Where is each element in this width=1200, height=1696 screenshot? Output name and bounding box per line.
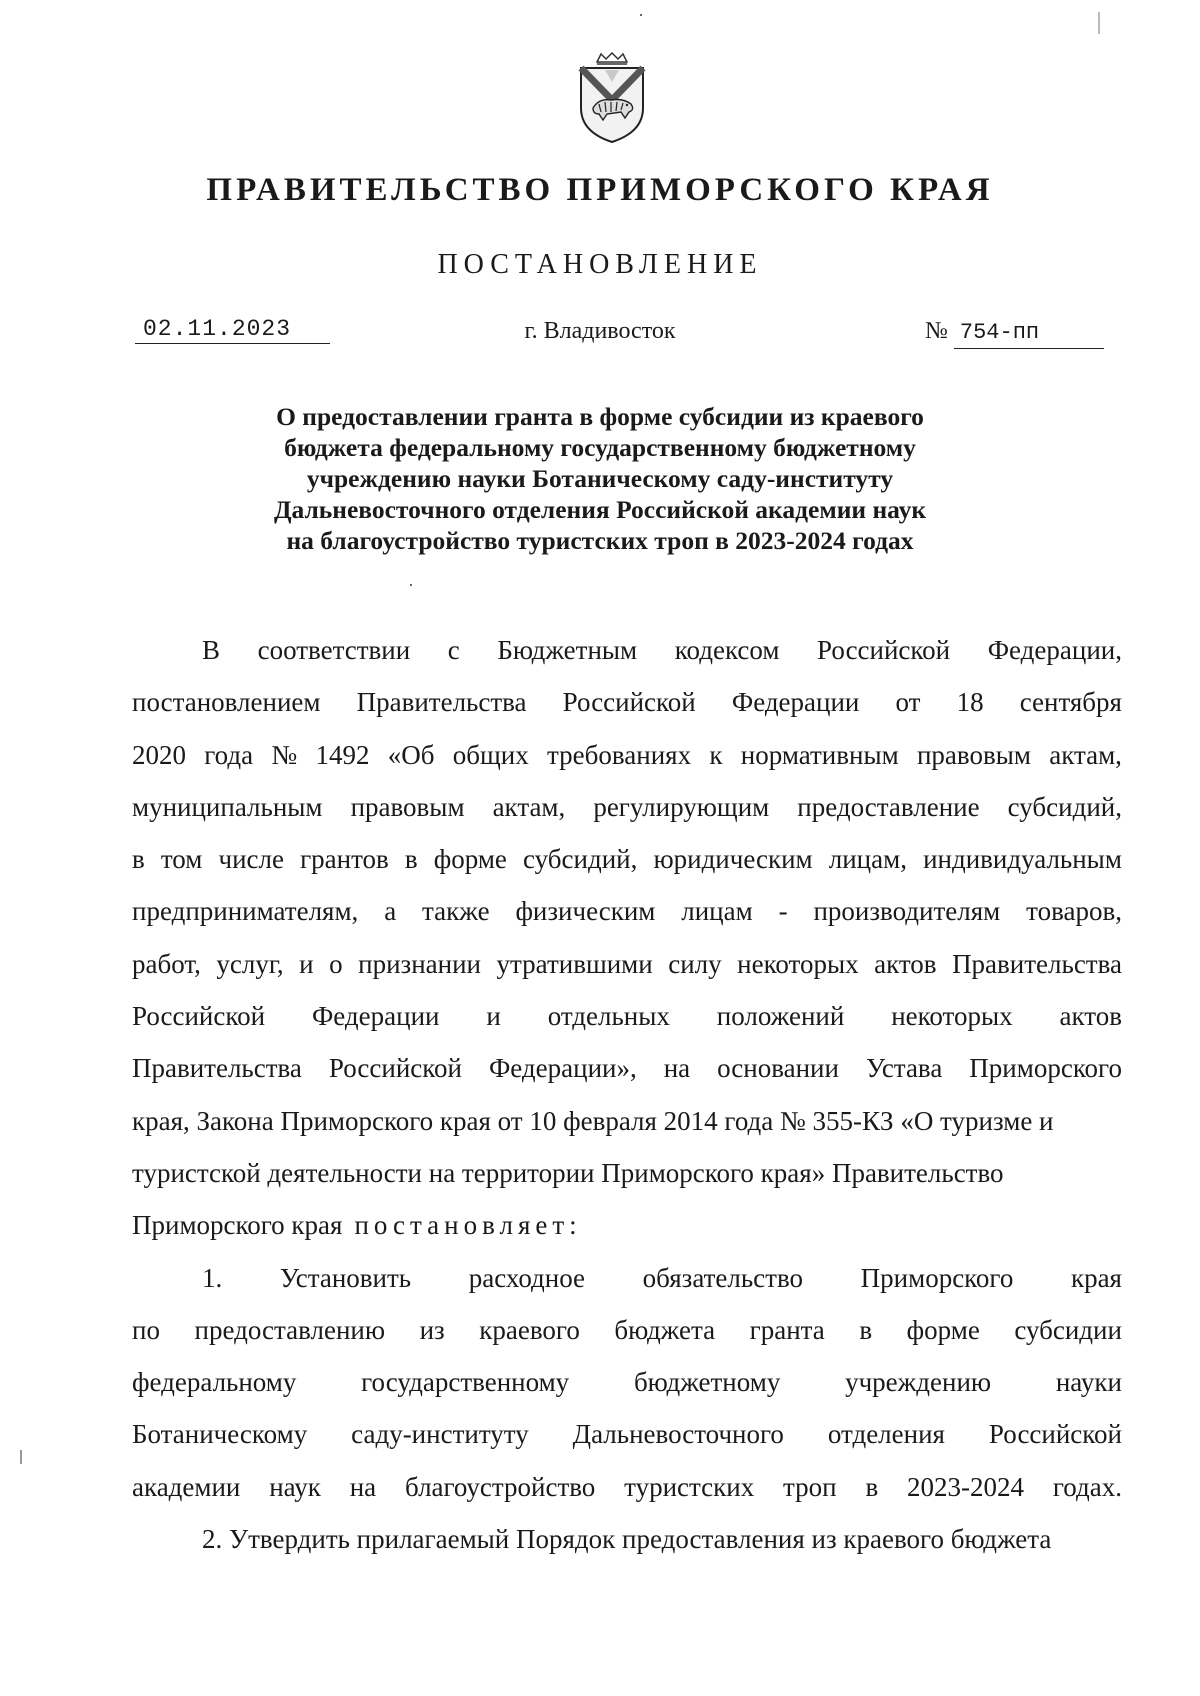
body-line <box>132 740 1122 792</box>
body-word: Федерации <box>311 1001 440 1032</box>
body-word: по <box>132 1314 160 1345</box>
body-word: в <box>865 1471 879 1502</box>
body-word: субсидий, <box>523 844 638 875</box>
body-word: грантов <box>300 844 389 875</box>
body-word: науки <box>1055 1367 1122 1398</box>
body-word: 1492 <box>315 739 370 770</box>
body-word: правовым <box>916 739 1031 770</box>
body-word: утратившими <box>496 948 653 979</box>
body-word: обязательство <box>642 1262 804 1293</box>
body-line <box>132 1053 1122 1105</box>
body-word: в <box>859 1314 873 1345</box>
body-word: регулирующим <box>593 791 770 822</box>
body-word: краевого <box>479 1314 580 1345</box>
body-word: муниципальным <box>132 791 323 822</box>
body-word: края <box>1070 1262 1122 1293</box>
body-line <box>132 687 1122 739</box>
body-line-text: туристской деятельности на территории Приморского края» Правительство <box>132 1157 1004 1188</box>
body-word: сентября <box>1019 687 1122 718</box>
body-word: на <box>349 1471 377 1502</box>
body-line <box>132 1367 1122 1419</box>
body-line-text: края, Закона Приморского края от 10 февраля 2014 года № 355-КЗ «О туризме и <box>132 1105 1054 1136</box>
body-word: бюджета <box>614 1314 716 1345</box>
body-word: предоставление <box>797 791 980 822</box>
body-word: наук <box>269 1471 321 1502</box>
body-line <box>132 1001 1122 1053</box>
scan-mark <box>1098 12 1100 34</box>
resolution-keyword: постановляет: <box>354 1210 582 1241</box>
body-word: Российской <box>988 1419 1122 1450</box>
body-word: годах. <box>1052 1471 1122 1502</box>
body-word: постановлением <box>132 687 321 718</box>
body-word: государственному <box>361 1367 570 1398</box>
body-word: в <box>132 844 145 875</box>
body-word: «Об <box>387 739 435 770</box>
body-line <box>132 1158 1122 1210</box>
body-word: В <box>202 635 221 665</box>
body-line <box>132 1210 1122 1262</box>
body-word: отделения <box>827 1419 945 1450</box>
document-number <box>925 316 1104 349</box>
body-word: субсидии <box>1014 1314 1122 1345</box>
body-line-text: Приморского края <box>132 1210 343 1241</box>
body-word: года <box>204 739 254 770</box>
body-word: благоустройство <box>405 1471 596 1502</box>
scan-mark <box>640 14 642 16</box>
body-word: от <box>895 687 921 718</box>
body-line <box>132 635 1122 687</box>
body-word: Российской <box>132 1001 266 1032</box>
body-word: 1. <box>202 1262 223 1293</box>
body-word: общих <box>452 739 529 770</box>
body-word: Российской <box>817 635 951 665</box>
body-word: гранта <box>749 1314 825 1345</box>
body-word: туристских <box>624 1471 755 1502</box>
body-line <box>132 1472 1122 1524</box>
body-line <box>132 1106 1122 1158</box>
body-word: и <box>299 948 314 979</box>
body-word: бюджетному <box>633 1367 781 1398</box>
body-word: положений <box>716 1001 845 1032</box>
government-title: ПРАВИТЕЛЬСТВО ПРИМОРСКОГО КРАЯ <box>206 172 994 208</box>
body-word: индивидуальным <box>923 844 1122 875</box>
body-word: силу <box>668 948 722 979</box>
body-line <box>132 1419 1122 1471</box>
body-line-text: 2. Утвердить прилагаемый Порядок предоставления из краевого бюджета <box>202 1524 1052 1555</box>
body-line <box>132 1315 1122 1367</box>
body-word: также <box>422 896 490 927</box>
body-line <box>132 896 1122 948</box>
body-word: отдельных <box>547 1001 670 1032</box>
body-word: услуг, <box>216 948 284 979</box>
body-word: академии <box>132 1471 241 1502</box>
body-word: юридическим <box>653 844 813 875</box>
body-word: 18 <box>956 687 984 718</box>
body-word: из <box>419 1314 445 1345</box>
body-word: Российской <box>562 687 696 718</box>
body-word: Устава <box>865 1053 943 1084</box>
body-word: производителям <box>813 896 1001 927</box>
body-word: троп <box>783 1471 837 1502</box>
body-word: актов <box>874 948 937 979</box>
body-line <box>132 1524 1122 1576</box>
subject-line: учреждению науки Ботаническому саду-институту <box>306 464 894 493</box>
body-word: предоставлению <box>194 1314 386 1345</box>
body-word: Федерации», <box>488 1053 637 1084</box>
body-line <box>132 949 1122 1001</box>
body-word: Приморского <box>860 1262 1014 1293</box>
body-word: нормативным <box>740 739 899 770</box>
document-type: ПОСТАНОВЛЕНИЕ <box>437 249 763 280</box>
document-date: 02.11.2023 <box>135 315 330 344</box>
body-word: физическим <box>515 896 656 927</box>
number-prefix: № <box>925 318 948 344</box>
body-word: в <box>404 844 418 875</box>
body-word: на <box>663 1053 691 1084</box>
body-word: а <box>384 896 397 927</box>
subject-line: Дальневосточного отделения Российской академии наук <box>273 495 927 524</box>
body-word: некоторых <box>891 1001 1013 1032</box>
document-city: г. Владивосток <box>524 318 676 344</box>
body-word: товаров, <box>1026 896 1122 927</box>
scan-mark <box>410 584 412 586</box>
body-word: субсидий, <box>1007 791 1122 822</box>
body-word: требованиях <box>547 739 692 770</box>
body-word: Российской <box>328 1053 462 1084</box>
body-word: к <box>709 739 723 770</box>
body-word: и <box>486 1001 501 1032</box>
body-word: 2023-2024 <box>907 1471 1025 1502</box>
body-word: о <box>329 948 343 979</box>
body-word: с <box>447 635 460 665</box>
body-word: признании <box>358 948 482 979</box>
body-word: том <box>160 844 203 875</box>
body-word: работ, <box>132 948 201 979</box>
body-word: учреждению <box>845 1367 992 1398</box>
body-word: Установить <box>279 1262 412 1293</box>
body-word: форме <box>433 844 507 875</box>
body-word: Федерации <box>731 687 860 718</box>
body-word: актам, <box>1049 739 1122 770</box>
subject-line: на благоустройство туристских троп в 2023-2024 годах <box>286 526 914 555</box>
body-word: основании <box>717 1053 839 1084</box>
body-word: соответствии <box>257 635 411 665</box>
body-word: Ботаническому <box>132 1419 308 1450</box>
coat-of-arms-icon <box>575 52 649 144</box>
body-word: саду-институту <box>351 1419 529 1450</box>
body-word: Правительства <box>132 1053 302 1084</box>
body-line <box>132 792 1122 844</box>
body-word: некоторых <box>737 948 859 979</box>
body-word: федеральному <box>132 1367 297 1398</box>
body-word: актов <box>1059 1001 1122 1032</box>
body-word: Правительства <box>952 948 1122 979</box>
body-line <box>132 844 1122 896</box>
scan-mark <box>20 1450 22 1464</box>
body-word: актам, <box>492 791 566 822</box>
body-word: форме <box>906 1314 980 1345</box>
body-word: числе <box>218 844 284 875</box>
number-value: 754-пп <box>954 318 1104 349</box>
body-word: № <box>271 739 298 770</box>
body-word: 2020 <box>132 739 186 770</box>
body-word: Дальневосточного <box>572 1419 784 1450</box>
body-word: Бюджетным <box>497 635 638 665</box>
body-word: Правительства <box>356 687 527 718</box>
body-word: кодексом <box>674 635 780 665</box>
body-word: лицам, <box>828 844 907 875</box>
body-word: правовым <box>350 791 465 822</box>
body-word: Приморского <box>969 1053 1122 1084</box>
body-word: лицам <box>681 896 753 927</box>
document-body <box>132 635 1122 1576</box>
body-word: расходное <box>468 1262 586 1293</box>
document-subject <box>200 401 1000 556</box>
body-word: Федерации, <box>987 635 1122 665</box>
subject-line: бюджета федеральному государственному бюджетному <box>284 433 916 462</box>
body-word: предпринимателям, <box>132 896 359 927</box>
body-word: - <box>778 896 788 927</box>
subject-line: О предоставлении гранта в форме субсидии из краевого <box>276 402 924 431</box>
body-line <box>132 1263 1122 1315</box>
